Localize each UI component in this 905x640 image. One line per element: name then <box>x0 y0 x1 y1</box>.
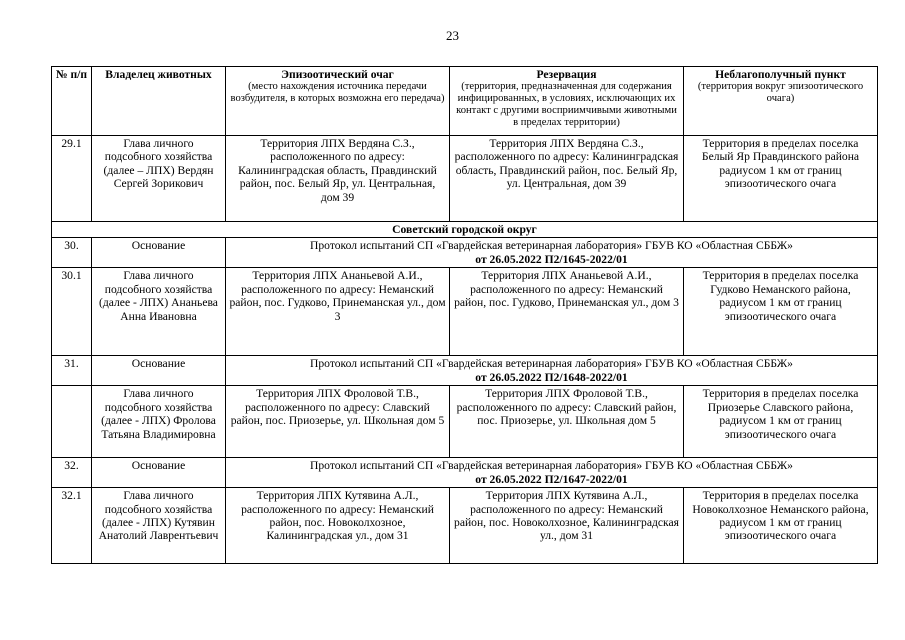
row-focus: Территория ЛПХ Ананьевой А.И., расположенного по адресу: Неманский район, пос. Гудково, Принеманская ул., дом 3 <box>226 268 450 356</box>
protocol-ref: от 26.05.2022 П2/1648-2022/01 <box>475 370 628 384</box>
protocol-cell <box>226 458 878 488</box>
protocol-ref: от 26.05.2022 П2/1647-2022/01 <box>475 472 628 486</box>
row-owner: Глава личного подсобного хозяйства (далее - ЛПХ) Кутявин Анатолий Лаврентьевич <box>92 488 226 564</box>
row-num: 30.1 <box>52 268 92 356</box>
row-owner: Глава личного подсобного хозяйства (далее - ЛПХ) Ананьева Анна Ивановна <box>92 268 226 356</box>
row-focus: Территория ЛПХ Фроловой Т.В., расположенного по адресу: Славский район, пос. Приозерье, ул. Школьная дом 5 <box>226 386 450 458</box>
row-unsafe: Территория в пределах поселка Гудково Неманского района, радиусом 1 км от границ эпизоотического очага <box>684 268 878 356</box>
protocol-row <box>52 458 878 488</box>
row-num <box>52 386 92 458</box>
table-row <box>52 136 878 222</box>
page-number: 23 <box>446 28 459 43</box>
header-reservation <box>450 67 684 136</box>
row-reservation: Территория ЛПХ Кутявина А.Л., расположенного по адресу: Неманский район, пос. Новоколхозное, Калининградская ул., дом 31 <box>450 488 684 564</box>
row-num: 31. <box>52 356 92 386</box>
row-num: 32.1 <box>52 488 92 564</box>
row-owner: Глава личного подсобного хозяйства (далее – ЛПХ) Вердян Сергей Зорикович <box>92 136 226 222</box>
table-row <box>52 386 878 458</box>
header-reservation-title: Резервация <box>536 68 597 81</box>
protocol-text: Протокол испытаний СП «Гвардейская ветеринарная лаборатория» ГБУВ КО «Областная СББЖ» <box>310 459 793 473</box>
row-reservation: Территория ЛПХ Вердяна С.З., расположенного по адресу: Калининградская область, Правдинский район, пос. Белый Яр, ул. Центральная, дом 39 <box>450 136 684 222</box>
header-unsafe-title: Неблагополучный пункт <box>715 68 846 81</box>
epizootic-table <box>51 66 878 564</box>
header-focus-title: Эпизоотический очаг <box>281 68 394 81</box>
protocol-cell <box>226 356 878 386</box>
header-num: № п/п <box>52 67 92 136</box>
table-row <box>52 268 878 356</box>
row-num: 29.1 <box>52 136 92 222</box>
row-label: Основание <box>92 238 226 268</box>
protocol-ref: от 26.05.2022 П2/1645-2022/01 <box>475 252 628 266</box>
header-focus <box>226 67 450 136</box>
row-reservation: Территория ЛПХ Ананьевой А.И., расположенного по адресу: Неманский район, пос. Гудково, Принеманская ул., дом 3 <box>450 268 684 356</box>
section-title: Советский городской округ <box>52 222 878 238</box>
protocol-row <box>52 238 878 268</box>
row-focus: Территория ЛПХ Кутявина А.Л., расположенного по адресу: Неманский район, пос. Новоколхозное, Калининградская ул., дом 31 <box>226 488 450 564</box>
table-row <box>52 488 878 564</box>
row-unsafe: Территория в пределах поселка Новоколхозное Неманского района, радиусом 1 км от границ эпизоотического очага <box>684 488 878 564</box>
protocol-text: Протокол испытаний СП «Гвардейская ветеринарная лаборатория» ГБУВ КО «Областная СББЖ» <box>310 357 793 371</box>
row-focus: Территория ЛПХ Вердяна С.З., расположенного по адресу: Калининградская область, Правдинский район, пос. Белый Яр, ул. Центральная, дом 39 <box>226 136 450 222</box>
row-reservation: Территория ЛПХ Фроловой Т.В., расположенного по адресу: Славский район, пос. Приозерье, ул. Школьная дом 5 <box>450 386 684 458</box>
protocol-cell <box>226 238 878 268</box>
table-header-row <box>52 67 878 136</box>
protocol-row <box>52 356 878 386</box>
header-unsafe-sub: (территория вокруг эпизоотического очага) <box>697 81 864 105</box>
header-owner: Владелец животных <box>92 67 226 136</box>
header-focus-sub: (место нахождения источника передачи возбудителя, в которых возможна его передача) <box>230 81 445 105</box>
row-num: 30. <box>52 238 92 268</box>
row-owner: Глава личного подсобного хозяйства (далее - ЛПХ) Фролова Татьяна Владимировна <box>92 386 226 458</box>
header-unsafe <box>684 67 878 136</box>
row-num: 32. <box>52 458 92 488</box>
section-row <box>52 222 878 238</box>
row-label: Основание <box>92 458 226 488</box>
header-reservation-sub: (территория, предназначенная для содержания инфицированных, в условиях, исключающих их контакт с другими восприимчивыми животными в пределах территории) <box>456 81 677 129</box>
row-label: Основание <box>92 356 226 386</box>
protocol-text: Протокол испытаний СП «Гвардейская ветеринарная лаборатория» ГБУВ КО «Областная СББЖ» <box>310 239 793 253</box>
row-unsafe: Территория в пределах поселка Приозерье Славского района, радиусом 1 км от границ эпизоотического очага <box>684 386 878 458</box>
row-unsafe: Территория в пределах поселка Белый Яр Правдинского района радиусом 1 км от границ эпизоотического очага <box>684 136 878 222</box>
